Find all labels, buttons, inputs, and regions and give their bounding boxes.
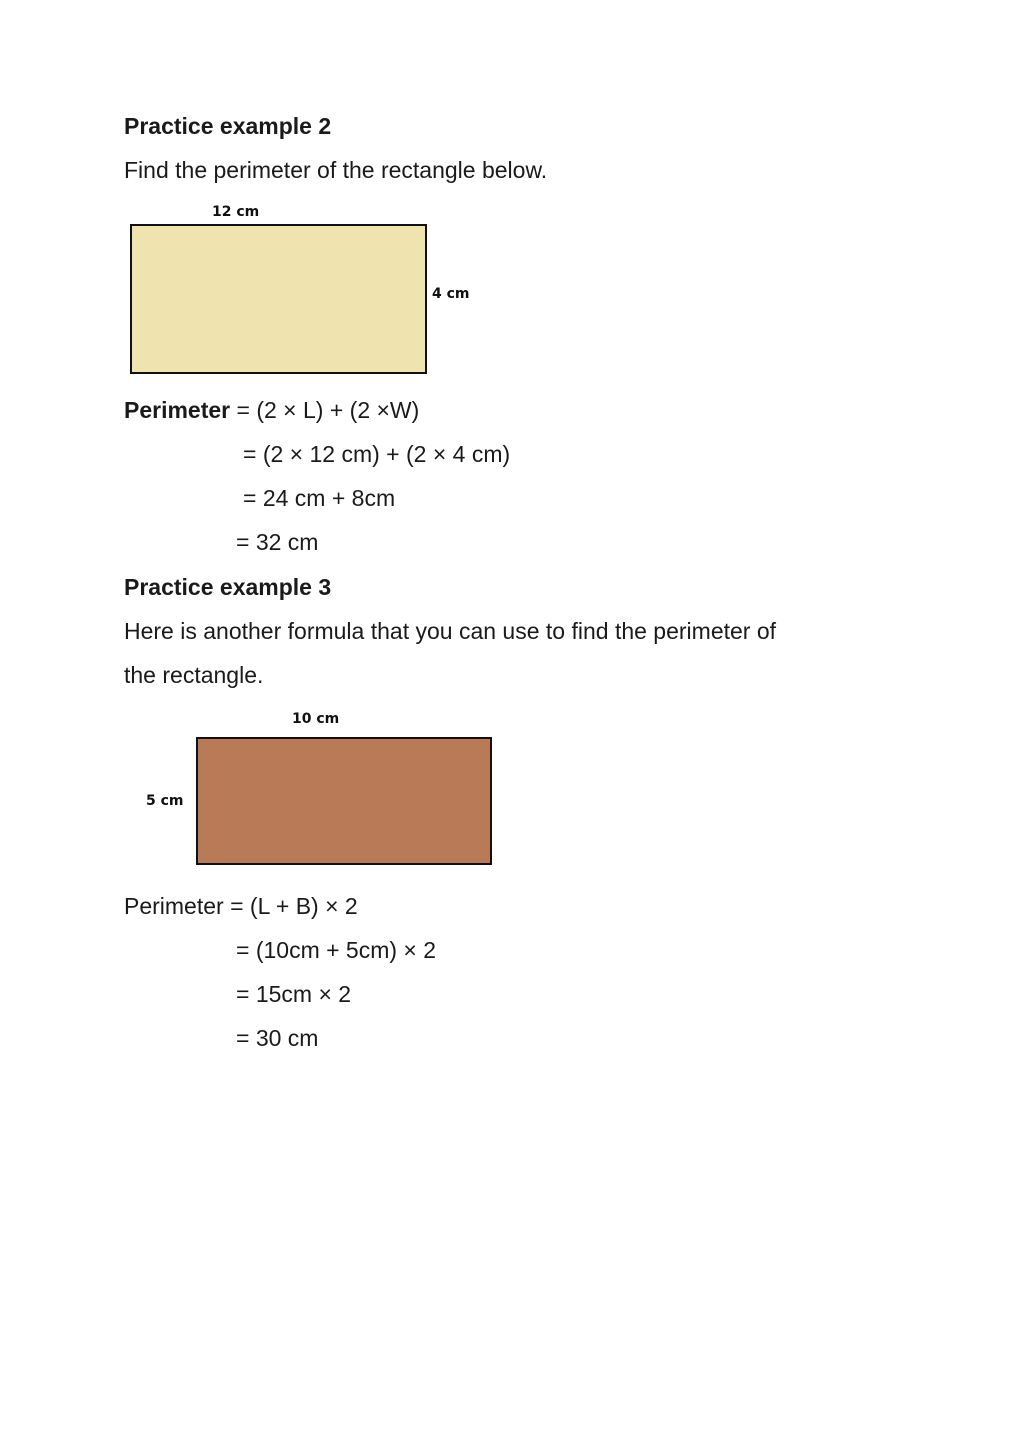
example-2-prompt: Find the perimeter of the rectangle below. (124, 157, 548, 183)
example-3-sum-step: = 15cm × 2 (236, 981, 352, 1007)
example-2-heading: Practice example 2 (124, 113, 332, 139)
rectangle-length-label: 12 cm (212, 204, 260, 220)
example-3-intro-line-2: the rectangle. (124, 662, 264, 688)
yellow-rectangle (130, 224, 427, 374)
example-3-heading: Practice example 3 (124, 574, 332, 600)
example-3-intro-line-1: Here is another formula that you can use to find the perimeter of (124, 618, 777, 644)
formula-expression: = (2 × L) + (2 ×W) (230, 397, 420, 423)
example-3-result: = 30 cm (236, 1025, 319, 1051)
example-3-substitution-step: = (10cm + 5cm) × 2 (236, 937, 437, 963)
perimeter-term: Perimeter (124, 397, 231, 423)
rectangle-width-label: 4 cm (432, 286, 470, 302)
example-2-multiplication-step: = 24 cm + 8cm (243, 485, 396, 511)
example-3-formula-line: Perimeter = (L + B) × 2 (124, 893, 358, 919)
example-2-formula-line (124, 395, 419, 425)
example-2-substitution-step: = (2 × 12 cm) + (2 × 4 cm) (243, 441, 511, 467)
rectangle-length-label: 10 cm (292, 711, 340, 727)
example-2-result: = 32 cm (236, 529, 319, 555)
rectangle-width-label: 5 cm (146, 793, 184, 809)
brown-rectangle (196, 737, 492, 865)
